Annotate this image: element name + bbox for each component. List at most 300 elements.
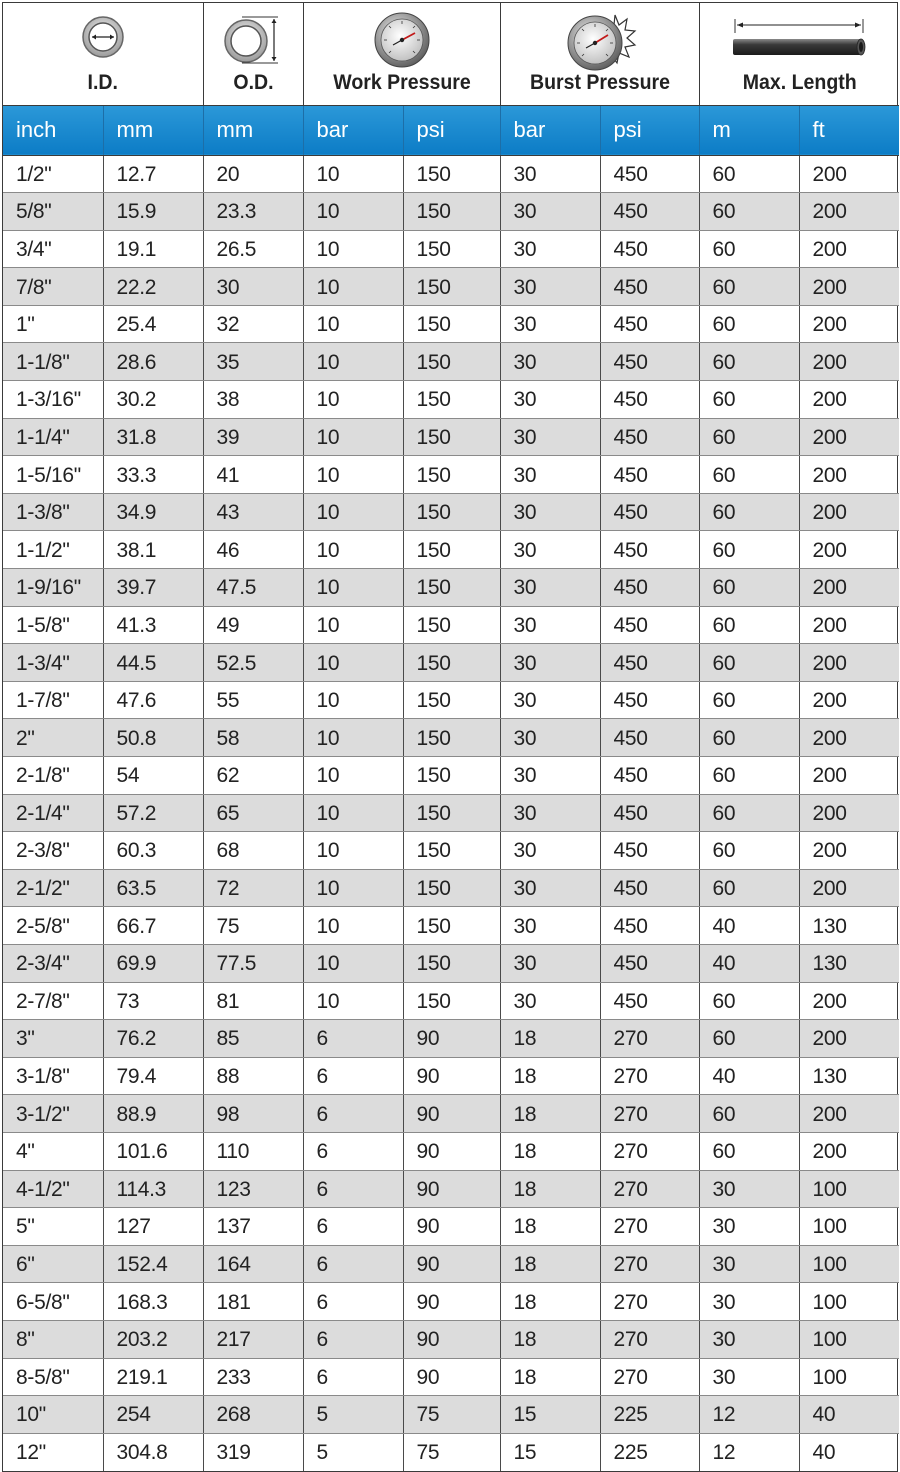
table-cell: 90	[403, 1320, 500, 1358]
table-cell: 150	[403, 606, 500, 644]
table-cell: 90	[403, 1132, 500, 1170]
table-cell: 30	[699, 1320, 799, 1358]
table-cell: 30	[500, 869, 600, 907]
table-cell: 10	[303, 569, 403, 607]
unit-label: mm	[203, 105, 303, 155]
table-cell: 200	[799, 1020, 899, 1058]
hose-spec-table	[2, 2, 898, 1472]
table-cell: 254	[103, 1396, 203, 1434]
table-cell: 60	[699, 456, 799, 494]
table-cell: 30	[699, 1170, 799, 1208]
burst-pressure-header-cell	[500, 3, 699, 105]
table-cell: 2-1/4"	[3, 794, 103, 832]
table-cell: 65	[203, 794, 303, 832]
table-cell: 200	[799, 757, 899, 795]
table-cell: 7/8"	[3, 268, 103, 306]
table-cell: 200	[799, 418, 899, 456]
max-length-header-title: Max. Length	[742, 70, 857, 94]
table-row	[3, 418, 899, 456]
table-cell: 150	[403, 982, 500, 1020]
table-row	[3, 493, 899, 531]
table-cell: 268	[203, 1396, 303, 1434]
table-cell: 18	[500, 1320, 600, 1358]
table-cell: 270	[600, 1208, 699, 1246]
table-cell: 57.2	[103, 794, 203, 832]
table-cell: 10	[303, 268, 403, 306]
table-cell: 60	[699, 569, 799, 607]
table-cell: 6	[303, 1020, 403, 1058]
table-cell: 450	[600, 982, 699, 1020]
table-cell: 450	[600, 869, 699, 907]
table-cell: 18	[500, 1132, 600, 1170]
table-cell: 137	[203, 1208, 303, 1246]
table-cell: 200	[799, 531, 899, 569]
table-row	[3, 869, 899, 907]
table-cell: 47.5	[203, 569, 303, 607]
table-cell: 3"	[3, 1020, 103, 1058]
table-cell: 60	[699, 757, 799, 795]
table-cell: 73	[103, 982, 203, 1020]
table-cell: 5	[303, 1433, 403, 1471]
table-cell: 30	[500, 681, 600, 719]
table-cell: 40	[699, 1057, 799, 1095]
table-cell: 150	[403, 193, 500, 231]
table-row	[3, 907, 899, 945]
table-cell: 30	[500, 456, 600, 494]
table-cell: 60	[699, 493, 799, 531]
table-cell: 60	[699, 681, 799, 719]
table-cell: 98	[203, 1095, 303, 1133]
table-row	[3, 456, 899, 494]
table-row	[3, 1020, 899, 1058]
table-cell: 6	[303, 1170, 403, 1208]
table-cell: 12	[699, 1396, 799, 1434]
table-cell: 5/8"	[3, 193, 103, 231]
table-cell: 38.1	[103, 531, 203, 569]
table-cell: 123	[203, 1170, 303, 1208]
table-cell: 150	[403, 381, 500, 419]
table-cell: 69.9	[103, 944, 203, 982]
table-cell: 2"	[3, 719, 103, 757]
table-cell: 200	[799, 381, 899, 419]
table-cell: 10	[303, 606, 403, 644]
table-row	[3, 1320, 899, 1358]
hose-length-icon	[729, 13, 869, 63]
table-cell: 10	[303, 155, 403, 193]
table-cell: 1-5/16"	[3, 456, 103, 494]
table-row	[3, 1208, 899, 1246]
table-cell: 110	[203, 1132, 303, 1170]
table-cell: 10	[303, 193, 403, 231]
table-cell: 18	[500, 1283, 600, 1321]
table-cell: 200	[799, 493, 899, 531]
table-cell: 450	[600, 155, 699, 193]
table-cell: 41.3	[103, 606, 203, 644]
table-cell: 30	[500, 305, 600, 343]
table-cell: 5"	[3, 1208, 103, 1246]
table-cell: 130	[799, 907, 899, 945]
table-cell: 8"	[3, 1320, 103, 1358]
table-cell: 1-1/4"	[3, 418, 103, 456]
table-cell: 1-7/8"	[3, 681, 103, 719]
table-cell: 100	[799, 1320, 899, 1358]
table-cell: 46	[203, 531, 303, 569]
table-cell: 34.9	[103, 493, 203, 531]
table-cell: 2-1/2"	[3, 869, 103, 907]
table-cell: 19.1	[103, 230, 203, 268]
unit-label: m	[699, 105, 799, 155]
table-cell: 1-9/16"	[3, 569, 103, 607]
pressure-gauge-icon	[373, 11, 431, 69]
table-cell: 12	[699, 1433, 799, 1471]
table-cell: 100	[799, 1283, 899, 1321]
table-cell: 60	[699, 343, 799, 381]
table-cell: 30	[500, 268, 600, 306]
table-cell: 30	[500, 606, 600, 644]
table-cell: 30	[699, 1283, 799, 1321]
table-cell: 30	[500, 944, 600, 982]
table-cell: 10	[303, 493, 403, 531]
table-cell: 168.3	[103, 1283, 203, 1321]
table-cell: 150	[403, 305, 500, 343]
od-header-cell	[203, 3, 303, 105]
table-cell: 200	[799, 456, 899, 494]
table-cell: 101.6	[103, 1132, 203, 1170]
table-cell: 10	[303, 757, 403, 795]
table-cell: 270	[600, 1170, 699, 1208]
table-cell: 85	[203, 1020, 303, 1058]
table-cell: 130	[799, 944, 899, 982]
table-cell: 77.5	[203, 944, 303, 982]
table-cell: 60	[699, 155, 799, 193]
table-cell: 30	[699, 1208, 799, 1246]
table-cell: 450	[600, 681, 699, 719]
table-cell: 38	[203, 381, 303, 419]
table-cell: 270	[600, 1057, 699, 1095]
table-cell: 233	[203, 1358, 303, 1396]
table-cell: 18	[500, 1208, 600, 1246]
table-cell: 450	[600, 944, 699, 982]
table-cell: 12.7	[103, 155, 203, 193]
table-cell: 200	[799, 982, 899, 1020]
table-cell: 4"	[3, 1132, 103, 1170]
unit-label: bar	[500, 105, 600, 155]
table-cell: 200	[799, 343, 899, 381]
table-cell: 55	[203, 681, 303, 719]
table-cell: 1-3/8"	[3, 493, 103, 531]
table-cell: 450	[600, 305, 699, 343]
table-cell: 1"	[3, 305, 103, 343]
table-cell: 114.3	[103, 1170, 203, 1208]
table-cell: 30	[500, 569, 600, 607]
unit-label: bar	[303, 105, 403, 155]
table-cell: 30	[203, 268, 303, 306]
table-cell: 15.9	[103, 193, 203, 231]
table-row	[3, 719, 899, 757]
table-cell: 10	[303, 944, 403, 982]
table-cell: 60	[699, 1132, 799, 1170]
table-cell: 30.2	[103, 381, 203, 419]
table-cell: 164	[203, 1245, 303, 1283]
table-cell: 88.9	[103, 1095, 203, 1133]
table-cell: 200	[799, 1095, 899, 1133]
table-cell: 18	[500, 1358, 600, 1396]
table-cell: 2-7/8"	[3, 982, 103, 1020]
table-cell: 75	[403, 1396, 500, 1434]
table-cell: 60	[699, 193, 799, 231]
table-cell: 90	[403, 1095, 500, 1133]
work-pressure-header-title: Work Pressure	[332, 70, 471, 94]
table-cell: 30	[500, 719, 600, 757]
table-cell: 18	[500, 1020, 600, 1058]
table-cell: 35	[203, 343, 303, 381]
table-cell: 200	[799, 606, 899, 644]
table-cell: 15	[500, 1433, 600, 1471]
table-cell: 30	[500, 493, 600, 531]
table-cell: 450	[600, 193, 699, 231]
table-cell: 90	[403, 1208, 500, 1246]
table-cell: 6	[303, 1057, 403, 1095]
table-row	[3, 1433, 899, 1471]
table-cell: 6	[303, 1132, 403, 1170]
table-cell: 40	[812, 1441, 836, 1465]
table-row	[3, 1057, 899, 1095]
table-row	[3, 305, 899, 343]
table-cell: 150	[403, 343, 500, 381]
table-cell: 44.5	[103, 644, 203, 682]
table-cell: 270	[600, 1320, 699, 1358]
table-cell: 450	[600, 230, 699, 268]
table-cell: 88	[203, 1057, 303, 1095]
table-row	[3, 1170, 899, 1208]
table-cell: 62	[203, 757, 303, 795]
table-cell: 22.2	[103, 268, 203, 306]
table-cell: 319	[203, 1433, 303, 1471]
table-cell: 10	[303, 418, 403, 456]
table-cell: 10	[303, 719, 403, 757]
table-cell: 150	[403, 230, 500, 268]
table-cell: 18	[500, 1245, 600, 1283]
table-cell: 150	[403, 944, 500, 982]
table-cell: 72	[203, 869, 303, 907]
inner-diameter-icon	[78, 11, 128, 61]
table-cell: 60.3	[103, 832, 203, 870]
table-cell: 25.4	[103, 305, 203, 343]
table-cell: 10	[303, 531, 403, 569]
od-header-title: O.D.	[232, 70, 274, 94]
table-cell: 10	[303, 794, 403, 832]
table-cell: 6	[303, 1208, 403, 1246]
table-cell: 450	[600, 794, 699, 832]
table-cell: 450	[600, 606, 699, 644]
table-cell: 28.6	[103, 343, 203, 381]
table-cell: 219.1	[103, 1358, 203, 1396]
burst-pressure-header-title: Burst Pressure	[529, 70, 670, 94]
table-cell: 10	[303, 381, 403, 419]
table-row	[3, 681, 899, 719]
table-row	[3, 1358, 899, 1396]
id-header-title: I.D.	[87, 70, 118, 94]
table-cell: 60	[699, 832, 799, 870]
table-cell: 18	[500, 1095, 600, 1133]
table-cell: 6	[303, 1095, 403, 1133]
icon-header-row	[3, 3, 899, 105]
table-cell: 200	[799, 193, 899, 231]
table-cell: 30	[699, 1245, 799, 1283]
table-cell: 49	[203, 606, 303, 644]
table-cell: 60	[699, 381, 799, 419]
table-body	[3, 155, 899, 1471]
table-cell: 60	[699, 644, 799, 682]
table-cell: 10	[303, 832, 403, 870]
table-cell: 12"	[3, 1433, 103, 1471]
table-row	[3, 155, 899, 193]
table-cell: 2-1/8"	[3, 757, 103, 795]
table-cell: 60	[699, 230, 799, 268]
table-cell: 152.4	[103, 1245, 203, 1283]
table-cell: 30	[500, 982, 600, 1020]
table-cell: 30	[500, 757, 600, 795]
table-cell: 150	[403, 155, 500, 193]
table-cell: 60	[699, 305, 799, 343]
table-cell: 1-3/4"	[3, 644, 103, 682]
table-row	[3, 343, 899, 381]
table-cell: 68	[203, 832, 303, 870]
table-row	[3, 569, 899, 607]
table-cell: 6	[303, 1320, 403, 1358]
table-cell: 150	[403, 493, 500, 531]
table-cell: 6	[303, 1245, 403, 1283]
table-cell: 100	[799, 1245, 899, 1283]
table-cell: 75	[403, 1433, 500, 1471]
table-cell: 450	[600, 493, 699, 531]
table-cell: 1-5/8"	[3, 606, 103, 644]
table-cell: 26.5	[203, 230, 303, 268]
table-cell: 200	[799, 230, 899, 268]
table-cell: 40	[799, 1396, 899, 1434]
table-cell: 23.3	[203, 193, 303, 231]
table-cell: 54	[103, 757, 203, 795]
table-cell: 3-1/2"	[3, 1095, 103, 1133]
max-length-header-cell	[699, 3, 899, 105]
table-cell: 1-1/8"	[3, 343, 103, 381]
table-cell: 30	[500, 155, 600, 193]
table-cell: 4-1/2"	[3, 1170, 103, 1208]
table-cell: 1-3/16"	[3, 381, 103, 419]
table-cell: 60	[699, 418, 799, 456]
table-cell: 200	[799, 832, 899, 870]
table-row	[3, 794, 899, 832]
table-cell: 127	[103, 1208, 203, 1246]
table-cell: 39	[203, 418, 303, 456]
table-cell: 217	[203, 1320, 303, 1358]
table-cell: 200	[799, 268, 899, 306]
table-cell: 40	[699, 907, 799, 945]
table-cell: 15	[500, 1396, 600, 1434]
table-cell: 1-1/2"	[3, 531, 103, 569]
work-pressure-header-cell	[303, 3, 500, 105]
table-cell: 270	[600, 1283, 699, 1321]
table-cell: 150	[403, 757, 500, 795]
table-cell: 66.7	[103, 907, 203, 945]
table-cell: 18	[500, 1170, 600, 1208]
table-cell: 150	[403, 456, 500, 494]
table-cell: 30	[500, 343, 600, 381]
table-row	[3, 193, 899, 231]
table-row	[3, 1396, 899, 1434]
table-cell: 90	[403, 1358, 500, 1396]
table-cell: 30	[500, 531, 600, 569]
table-cell: 6-5/8"	[3, 1283, 103, 1321]
table-cell: 150	[403, 719, 500, 757]
table-cell: 10	[303, 456, 403, 494]
table-cell: 40	[699, 944, 799, 982]
table-cell: 32	[203, 305, 303, 343]
table-cell: 39.7	[103, 569, 203, 607]
table-cell: 30	[500, 381, 600, 419]
table-cell: 18	[500, 1057, 600, 1095]
table-cell: 100	[799, 1208, 899, 1246]
table-cell: 150	[403, 418, 500, 456]
table-cell: 200	[799, 305, 899, 343]
id-header-cell	[3, 3, 203, 105]
table-cell: 2-5/8"	[3, 907, 103, 945]
table-cell: 200	[799, 681, 899, 719]
table-cell: 200	[799, 869, 899, 907]
table-cell: 63.5	[103, 869, 203, 907]
unit-label: mm	[103, 105, 203, 155]
table-cell: 60	[699, 794, 799, 832]
table-cell: 150	[403, 832, 500, 870]
table-cell: 30	[500, 644, 600, 682]
table-cell: 10	[303, 982, 403, 1020]
table-cell: 450	[600, 531, 699, 569]
table-cell: 200	[799, 719, 899, 757]
table-cell: 30	[500, 418, 600, 456]
table-cell: 79.4	[103, 1057, 203, 1095]
table-cell: 150	[403, 644, 500, 682]
table-cell: 450	[600, 418, 699, 456]
table-cell: 130	[799, 1057, 899, 1095]
table-cell: 20	[203, 155, 303, 193]
table-cell: 200	[799, 644, 899, 682]
table-cell: 60	[699, 1020, 799, 1058]
table-cell: 3/4"	[3, 230, 103, 268]
outer-diameter-icon	[220, 11, 286, 67]
table-cell: 76.2	[103, 1020, 203, 1058]
table-cell: 450	[600, 907, 699, 945]
table-cell: 8-5/8"	[3, 1358, 103, 1396]
table-row	[3, 606, 899, 644]
table-cell: 30	[500, 832, 600, 870]
table-cell: 5	[303, 1396, 403, 1434]
table-row	[3, 268, 899, 306]
table-cell: 60	[699, 982, 799, 1020]
table-cell: 75	[203, 907, 303, 945]
table-cell: 6"	[3, 1245, 103, 1283]
table-cell: 100	[799, 1358, 899, 1396]
table-cell: 200	[799, 155, 899, 193]
table-cell: 1/2"	[3, 155, 103, 193]
table-cell: 450	[600, 268, 699, 306]
table-cell: 60	[699, 869, 799, 907]
burst-gauge-icon	[563, 11, 637, 75]
unit-label: ft	[799, 105, 899, 155]
table-cell: 270	[600, 1358, 699, 1396]
table-cell: 150	[403, 569, 500, 607]
table-cell: 2-3/4"	[3, 944, 103, 982]
table-row	[3, 832, 899, 870]
